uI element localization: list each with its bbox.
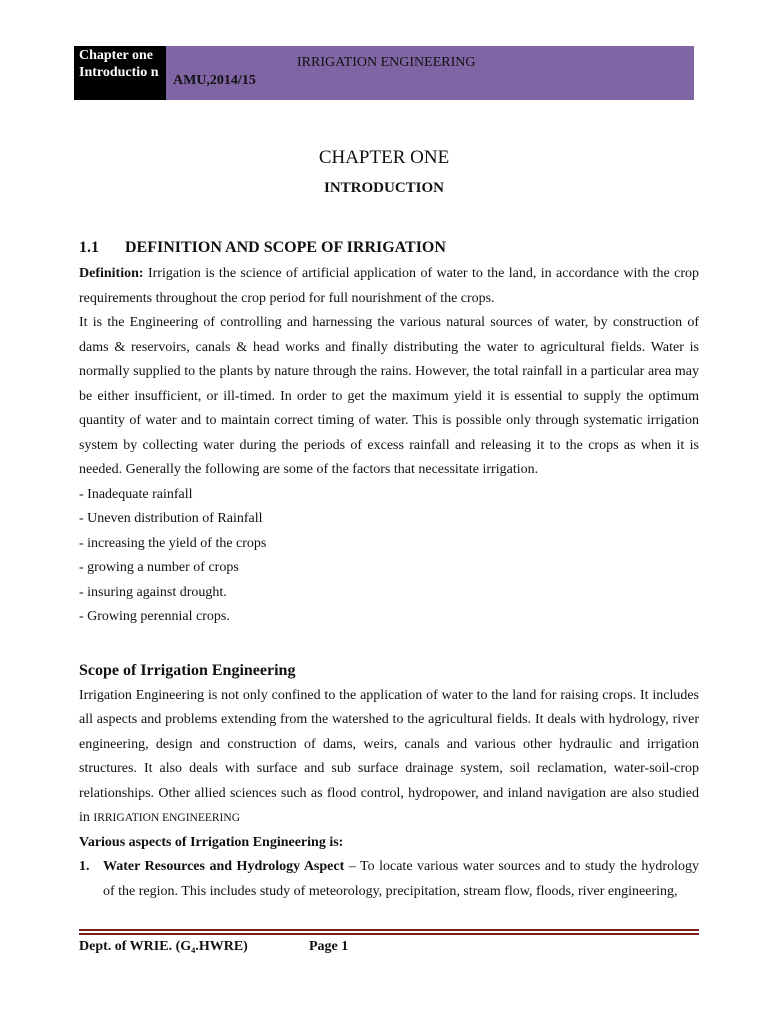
- scope-tail: IRRIGATION ENGINEERING: [93, 812, 240, 824]
- item-bold-label: Water Resources and Hydrology Aspect: [103, 859, 345, 874]
- aspects-heading: Various aspects of Irrigation Engineering is:: [79, 834, 344, 850]
- page-header: [74, 46, 694, 100]
- list-item: - Uneven distribution of Rainfall: [79, 511, 263, 526]
- footer-rule: [79, 929, 699, 935]
- section-title: DEFINITION AND SCOPE OF IRRIGATION: [125, 239, 446, 256]
- chapter-title: CHAPTER ONE: [318, 147, 450, 168]
- aspect-item-1: [79, 855, 699, 904]
- scope-paragraph: [79, 684, 699, 831]
- item-text: [103, 855, 699, 904]
- item-description: – To locate various water sources and to study the hydrology of the region. This includes study of meteorology, precipitation, stream flow, floods, river engineering,: [103, 859, 699, 899]
- academic-year: AMU,2014/15: [173, 73, 256, 88]
- list-item: - Inadequate rainfall: [79, 486, 193, 502]
- chapter-subtitle: INTRODUCTION: [323, 180, 444, 196]
- definition-label: Definition:: [79, 266, 144, 281]
- footer-department: Dept. of WRIE. (G₄.HWRE): [79, 939, 248, 954]
- document-body: [79, 236, 699, 904]
- factor-list: [79, 483, 699, 630]
- section-heading: [79, 236, 699, 260]
- definition-paragraph: [79, 262, 699, 311]
- page-number: Page 1: [309, 939, 349, 954]
- course-title: IRRIGATION ENGINEERING: [297, 55, 476, 70]
- list-item: - growing a number of crops: [79, 560, 239, 575]
- scope-text: Irrigation Engineering is not only confined to the application of water to the land for raising crops. It includes all aspects and problems extending from the watershed to the agricultural fields. It deals with hydrology, river engineering, design and construction of dams, weirs, canals and various other hydraulic and irrigation structures. It also deals with surface and sub surface drainage system, soil reclamation, water-soil-crop relationships. Other allied sciences such as flood control, hydropower, and inland navigation are also studied in: [79, 687, 699, 825]
- list-item: - Growing perennial crops.: [79, 609, 230, 624]
- definition-text: Irrigation is the science of artificial application of water to the land, in accordance with the crop requirements throughout the crop period for full nourishment of the crops.: [79, 266, 699, 306]
- scope-heading: Scope of Irrigation Engineering: [79, 661, 296, 679]
- item-number: 1.: [79, 859, 90, 874]
- list-item: - insuring against drought.: [79, 584, 227, 600]
- chapter-label-box: Chapter one Introductio n: [74, 46, 166, 100]
- intro-paragraph: It is the Engineering of controlling and harnessing the various natural sources of water, by construction of dams & reservoirs, canals & head works and finally distributing the water to agricultural fields. Water is normally supplied to the plants by nature through the rains. However, the total rainfall in a particular area may be either insufficient, or ill-timed. In order to get the maximum yield it is essential to supply the optimum quantity of water and to maintain correct timing of water. This is possible only through systematic irrigation system by collecting water during the periods of excess rainfall and releasing it to the crops as when it is needed. Generally the following are some of the factors that necessitate irrigation.: [79, 315, 699, 477]
- section-number: 1.1: [79, 239, 99, 256]
- list-item: - increasing the yield of the crops: [79, 535, 267, 551]
